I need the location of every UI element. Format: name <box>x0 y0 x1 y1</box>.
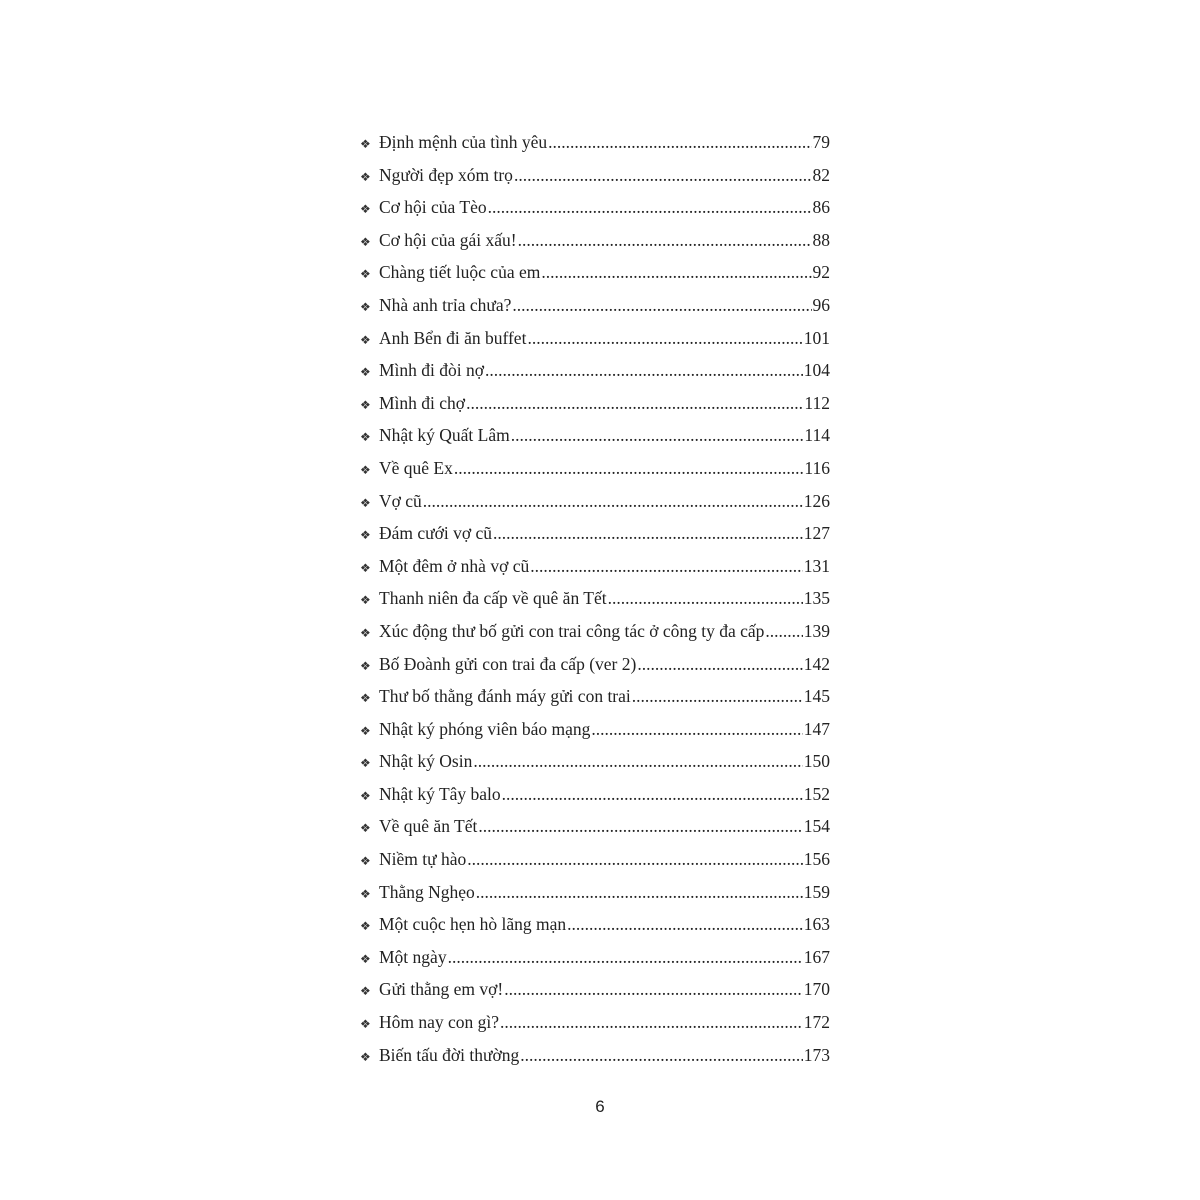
toc-entry <box>360 1006 830 1039</box>
diamond-bullet-icon: ❖ <box>360 984 371 999</box>
diamond-bullet-icon: ❖ <box>360 593 371 608</box>
dot-leader <box>423 485 803 518</box>
toc-entry <box>360 256 830 289</box>
dot-leader <box>500 1006 803 1039</box>
toc-entry <box>360 517 830 550</box>
dot-leader <box>514 159 812 192</box>
toc-entry <box>360 419 830 452</box>
toc-entry-page: 88 <box>812 229 830 250</box>
diamond-bullet-icon: ❖ <box>360 137 371 151</box>
toc-entry-page: 79 <box>812 132 830 152</box>
toc-entry-title: Đám cưới vợ cũ <box>379 523 493 544</box>
toc-entry-page: 152 <box>803 783 830 804</box>
toc-entry-page: 114 <box>804 425 830 446</box>
toc-entry-page: 150 <box>803 751 830 772</box>
toc-entry <box>360 289 830 322</box>
diamond-bullet-icon: ❖ <box>360 397 371 412</box>
dot-leader <box>504 973 803 1006</box>
diamond-bullet-icon: ❖ <box>360 1017 371 1032</box>
toc-entry <box>360 680 830 713</box>
dot-leader <box>632 680 803 713</box>
toc-entry <box>360 387 830 420</box>
dot-leader <box>520 1039 802 1072</box>
toc-entry <box>360 745 830 778</box>
toc-entry-page: 145 <box>803 686 830 707</box>
toc-entry-title: Mình đi đòi nợ <box>379 360 485 381</box>
diamond-bullet-icon: ❖ <box>360 462 371 477</box>
toc-entry-title: Người đẹp xóm trọ <box>379 164 513 185</box>
toc-entry-page: 112 <box>804 392 830 413</box>
toc-entry-title: Cơ hội của gái xấu! <box>379 229 517 250</box>
dot-leader <box>485 354 803 387</box>
toc-entry-title: Nhật ký Osin <box>379 751 473 772</box>
toc-entry-page: 163 <box>803 914 830 935</box>
toc-entry-page: 142 <box>803 653 830 674</box>
diamond-bullet-icon: ❖ <box>360 528 371 543</box>
toc-entry-page: 170 <box>803 979 830 1000</box>
toc-entry-page: 172 <box>803 1012 830 1033</box>
dot-leader <box>512 289 811 322</box>
toc-entry-title: Về quê Ex <box>379 457 453 478</box>
toc-entry-title: Một cuộc hẹn hò lãng mạn <box>379 914 567 935</box>
page-number: 6 <box>595 1097 605 1116</box>
diamond-bullet-icon: ❖ <box>360 495 371 510</box>
toc-entry-page: 147 <box>803 718 830 739</box>
diamond-bullet-icon: ❖ <box>360 886 371 901</box>
dot-leader <box>637 648 802 681</box>
dot-leader <box>518 224 812 257</box>
dot-leader <box>567 908 803 941</box>
dot-leader <box>591 713 802 746</box>
toc-entry-title: Nhà anh trỉa chưa? <box>379 294 512 315</box>
toc-entry-page: 135 <box>803 588 830 609</box>
toc-entry-title: Một ngày <box>379 946 447 967</box>
diamond-bullet-icon: ❖ <box>360 951 371 966</box>
toc-entry-title: Một đêm ở nhà vợ cũ <box>379 555 530 576</box>
toc-entry-page: 173 <box>803 1044 830 1065</box>
dot-leader <box>493 517 803 550</box>
toc-entry <box>360 908 830 941</box>
toc-entry-title: Nhật ký Quất Lâm <box>379 425 510 446</box>
toc-entry <box>360 224 830 257</box>
toc-entry <box>360 582 830 615</box>
dot-leader <box>527 322 802 355</box>
dot-leader <box>473 745 802 778</box>
diamond-bullet-icon: ❖ <box>360 625 371 640</box>
toc-entry-title: Thanh niên đa cấp về quê ăn Tết <box>379 588 607 609</box>
toc-entry-page: 101 <box>803 327 830 348</box>
toc-entry-page: 96 <box>812 294 830 315</box>
toc-entry-page: 116 <box>804 457 830 478</box>
toc-entry-page: 139 <box>803 620 830 641</box>
toc-entry-page: 159 <box>803 881 830 902</box>
diamond-bullet-icon: ❖ <box>360 723 371 738</box>
toc-entry <box>360 485 830 518</box>
table-of-contents <box>360 126 830 1071</box>
toc-entry <box>360 843 830 876</box>
dot-leader <box>448 941 803 974</box>
toc-entry-title: Về quê ăn Tết <box>379 816 478 837</box>
dot-leader <box>511 419 804 452</box>
toc-entry-page: 104 <box>803 360 830 381</box>
toc-entry <box>360 191 830 224</box>
toc-entry-title: Biến tấu đời thường <box>379 1044 520 1065</box>
diamond-bullet-icon: ❖ <box>360 267 371 282</box>
diamond-bullet-icon: ❖ <box>360 1049 371 1064</box>
diamond-bullet-icon: ❖ <box>360 430 371 445</box>
diamond-bullet-icon: ❖ <box>360 658 371 673</box>
dot-leader <box>548 126 811 159</box>
toc-entry-title: Nhật ký phóng viên báo mạng <box>379 718 591 739</box>
toc-entry-title: Mình đi chợ <box>379 392 466 413</box>
toc-entry-title: Định mệnh của tình yêu <box>379 132 548 152</box>
toc-entry-title: Xúc động thư bố gửi con trai công tác ở công ty đa cấp <box>379 620 765 641</box>
dot-leader <box>765 615 802 648</box>
diamond-bullet-icon: ❖ <box>360 560 371 575</box>
toc-entry <box>360 941 830 974</box>
toc-entry-title: Nhật ký Tây balo <box>379 783 501 804</box>
toc-entry-title: Thư bố thằng đánh máy gửi con trai <box>379 686 631 707</box>
diamond-bullet-icon: ❖ <box>360 788 371 803</box>
toc-entry-page: 167 <box>803 946 830 967</box>
toc-entry-page: 92 <box>812 262 830 283</box>
diamond-bullet-icon: ❖ <box>360 821 371 836</box>
toc-entry-page: 131 <box>803 555 830 576</box>
toc-entry-title: Anh Bển đi ăn buffet <box>379 327 527 348</box>
toc-entry-page: 86 <box>812 197 830 218</box>
toc-entry <box>360 550 830 583</box>
toc-entry <box>360 1039 830 1072</box>
toc-entry-title: Chàng tiết luộc của em <box>379 262 541 283</box>
dot-leader <box>488 191 812 224</box>
toc-entry-title: Niềm tự hào <box>379 849 467 870</box>
toc-entry-title: Cơ hội của Tèo <box>379 197 487 218</box>
toc-entry <box>360 159 830 192</box>
toc-entry <box>360 126 830 159</box>
diamond-bullet-icon: ❖ <box>360 332 371 347</box>
diamond-bullet-icon: ❖ <box>360 365 371 380</box>
toc-entry <box>360 615 830 648</box>
diamond-bullet-icon: ❖ <box>360 169 371 184</box>
toc-entry <box>360 810 830 843</box>
toc-entry-page: 126 <box>803 490 830 511</box>
toc-entry-title: Gửi thằng em vợ! <box>379 979 504 1000</box>
toc-entry-title: Hôm nay con gì? <box>379 1012 500 1033</box>
toc-entry-page: 82 <box>812 164 830 185</box>
dot-leader <box>476 876 803 909</box>
dot-leader <box>530 550 803 583</box>
diamond-bullet-icon: ❖ <box>360 756 371 771</box>
dot-leader <box>466 387 803 420</box>
diamond-bullet-icon: ❖ <box>360 202 371 217</box>
toc-entry <box>360 322 830 355</box>
diamond-bullet-icon: ❖ <box>360 691 371 706</box>
dot-leader <box>454 452 804 485</box>
dot-leader <box>478 810 802 843</box>
toc-entry <box>360 452 830 485</box>
toc-entry <box>360 778 830 811</box>
toc-entry-title: Vợ cũ <box>379 490 422 511</box>
diamond-bullet-icon: ❖ <box>360 234 371 249</box>
dot-leader <box>502 778 803 811</box>
diamond-bullet-icon: ❖ <box>360 919 371 934</box>
toc-entry-page: 127 <box>803 523 830 544</box>
toc-entry-page: 154 <box>803 816 830 837</box>
dot-leader <box>541 256 811 289</box>
toc-entry <box>360 648 830 681</box>
toc-entry <box>360 713 830 746</box>
toc-entry-page: 156 <box>803 849 830 870</box>
diamond-bullet-icon: ❖ <box>360 299 371 314</box>
dot-leader <box>467 843 803 876</box>
toc-entry <box>360 354 830 387</box>
toc-entry-title: Thằng Nghẹo <box>379 881 475 902</box>
dot-leader <box>608 582 803 615</box>
toc-entry-title: Bố Đoành gửi con trai đa cấp (ver 2) <box>379 653 637 674</box>
diamond-bullet-icon: ❖ <box>360 854 371 869</box>
toc-entry <box>360 876 830 909</box>
toc-entry <box>360 973 830 1006</box>
